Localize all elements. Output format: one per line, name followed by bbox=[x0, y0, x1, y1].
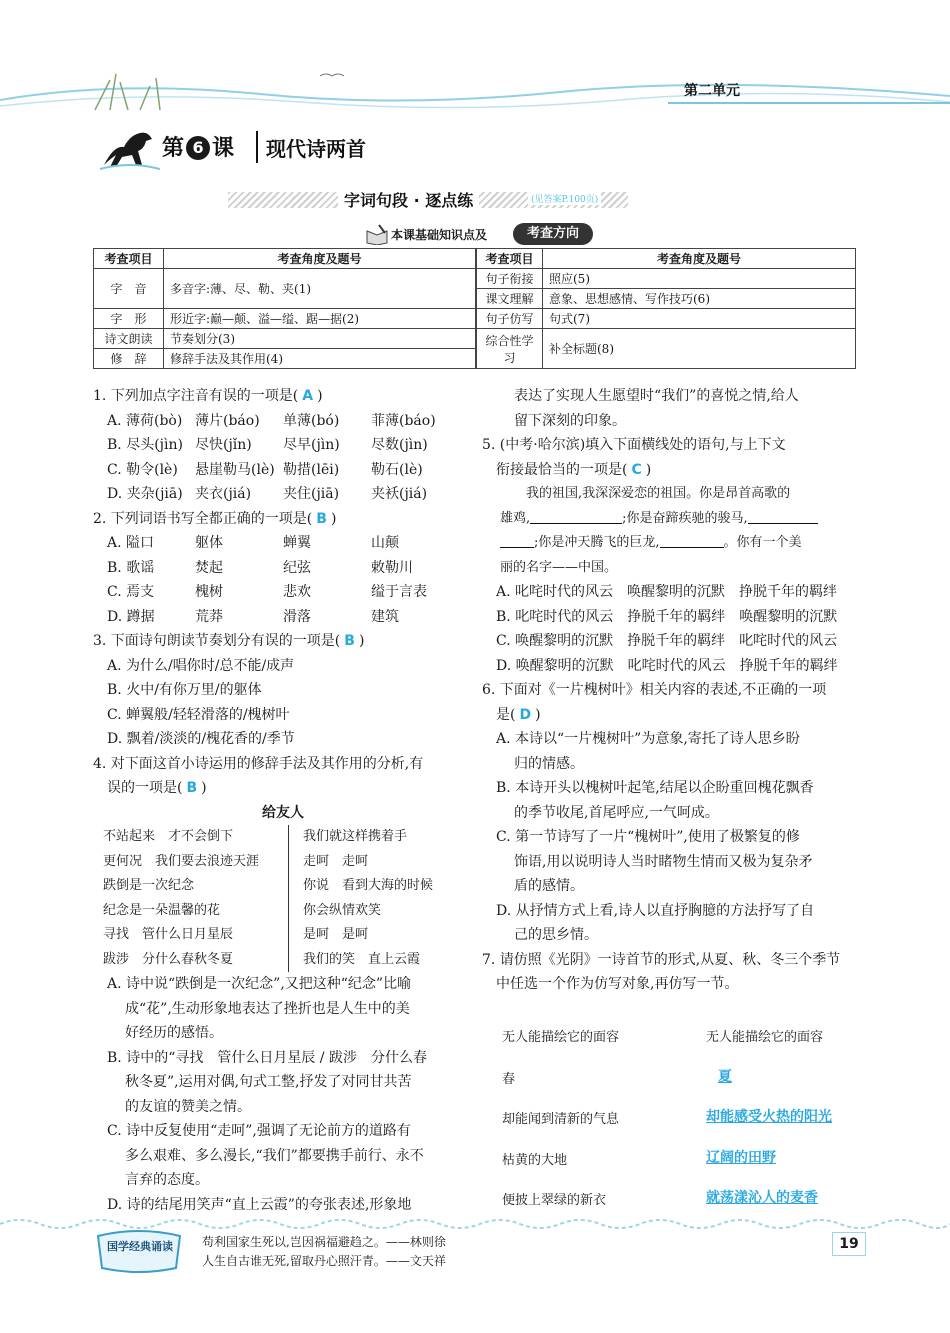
poem-line: 你会纵情欢笑 bbox=[303, 902, 382, 918]
answer-mark: C bbox=[631, 461, 642, 478]
option: D. 从抒情方式上看,诗人以直抒胸臆的方法抒写了自 bbox=[496, 902, 815, 919]
option: B. 火中/有你万里/的躯体 bbox=[107, 682, 262, 698]
answer-mark: B bbox=[186, 780, 198, 796]
option-cont: 饰语,用以说明诗人当时睹物生情而又极为复杂矛 bbox=[514, 853, 813, 870]
table-header: 考查项目 bbox=[477, 249, 543, 269]
option-cont: 的季节收尾,首尾呼应,一气呵成。 bbox=[514, 804, 719, 821]
option-cont: 己的思乡情。 bbox=[514, 927, 598, 943]
table-cell: 诗文朗读 bbox=[94, 329, 164, 349]
option-cont: 留下深刻的印象。 bbox=[514, 412, 626, 429]
option-row: C. 焉支 槐树 悲欢 缢于言表 bbox=[107, 584, 427, 600]
section-bar bbox=[228, 188, 628, 212]
question-5-cont: 衔接最恰当的一项是( C ) bbox=[496, 461, 652, 478]
passage-line: ;你是冲天腾飞的巨龙, 。你有一个美 bbox=[482, 531, 862, 556]
answer-blank bbox=[660, 532, 724, 548]
option-row: C. 勒令(lè) 悬崖勒马(lè) 勒措(lēi) 勒石(lè) bbox=[107, 461, 423, 478]
poem-line: 寻找 管什么日月星辰 bbox=[103, 927, 234, 942]
answer-mark: D bbox=[519, 706, 532, 723]
question-3: 3. 下面诗句朗读节奏划分有误的一项是( B ) bbox=[93, 633, 365, 649]
original-line: 便披上翠绿的新衣 bbox=[502, 1193, 607, 1208]
question-7: 7. 请仿照《光阴》一诗首节的形式,从夏、秋、冬三个季节 bbox=[482, 951, 841, 968]
table-cell: 句子衔接 bbox=[477, 269, 543, 289]
poem-line: 跋涉 分什么春秋冬夏 bbox=[103, 951, 234, 967]
option-row: B. 尽头(jìn) 尽快(jǐn) 尽早(jìn) 尽数(jìn) bbox=[107, 437, 428, 453]
table-cell: 多音字:薄、尽、勒、夹(1) bbox=[164, 269, 476, 309]
poem-line: 是呵 是呵 bbox=[303, 927, 369, 942]
poem-right bbox=[289, 825, 433, 972]
quote-line: 人生自古谁无死,留取丹心照汗青。——文天祥 bbox=[202, 1254, 446, 1268]
table-header: 考查角度及题号 bbox=[164, 249, 476, 269]
table-cell: 综合性学习 bbox=[477, 329, 543, 369]
option-cont: 多么艰难、多么漫长,“我们”都要携手前行、永不 bbox=[125, 1147, 424, 1164]
option: C. 诗中反复使用“走呵”,强调了无论前方的道路有 bbox=[107, 1123, 411, 1139]
unit-label: 第二单元 bbox=[684, 83, 740, 99]
knowledge-points-badge: 考查方向 bbox=[513, 223, 593, 245]
imitation-line: 无人能描绘它的面容 bbox=[706, 1030, 824, 1045]
option-row: A. 隘口 躯体 蝉翼 山颠 bbox=[107, 535, 399, 551]
original-line: 枯黄的大地 bbox=[502, 1153, 568, 1168]
header-decoration bbox=[0, 60, 950, 120]
table-cell: 意象、思想感情、写作技巧(6) bbox=[543, 289, 856, 309]
left-column bbox=[93, 384, 473, 1217]
option-cont: 秋冬夏”,运用对偶,句式工整,抒发了对同甘共苦 bbox=[125, 1074, 412, 1090]
question-4: 4. 对下面这首小诗运用的修辞手法及其作用的分析,有 bbox=[93, 755, 424, 772]
table-cell: 形近字:巅—颠、溢—缢、踞—据(2) bbox=[164, 309, 476, 329]
option-row: B. 歌谣 焚起 纪弦 敕勒川 bbox=[107, 559, 413, 576]
table-header: 考查角度及题号 bbox=[543, 249, 856, 269]
option: A. 本诗以“一片槐树叶”为意象,寄托了诗人思乡盼 bbox=[496, 731, 800, 747]
original-line: 却能闻到清新的气息 bbox=[502, 1112, 620, 1127]
question-6-cont: 是( D ) bbox=[496, 706, 541, 723]
section-answer-ref: (见答案P.100页) bbox=[528, 192, 601, 205]
answer-mark: B bbox=[316, 510, 327, 527]
option-row: D. 蹲据 荒莽 滑落 建筑 bbox=[107, 608, 399, 625]
imitation-answer: 就荡漾沁人的麦香 bbox=[706, 1190, 818, 1206]
lesson-divider bbox=[256, 131, 258, 163]
poem-line: 走呵 走呵 bbox=[303, 853, 369, 869]
poem-title: 给友人 bbox=[262, 804, 304, 821]
right-column bbox=[482, 384, 862, 997]
original-line: 无人能描绘它的面容 bbox=[502, 1030, 620, 1045]
lesson-number-badge: 6 bbox=[186, 136, 210, 160]
answer-blank bbox=[530, 508, 622, 524]
table-cell: 修辞手法及其作用(4) bbox=[164, 349, 476, 369]
unit-underline bbox=[668, 102, 950, 104]
option-cont: 好经历的感悟。 bbox=[125, 1025, 223, 1041]
question-1: 1. 下列加点字注音有误的一项是( A ) bbox=[93, 388, 323, 404]
answer-blank bbox=[748, 508, 818, 524]
option: A. 叱咤时代的风云 唤醒黎明的沉默 挣脱千年的羁绊 bbox=[496, 584, 838, 600]
poem bbox=[93, 825, 473, 972]
passage-line: 雄鸡, ;你是奋蹄疾驰的骏马, bbox=[482, 507, 862, 532]
table-cell: 修 辞 bbox=[94, 349, 164, 369]
question-2: 2. 下列词语书写全都正确的一项是( B ) bbox=[93, 510, 337, 527]
book-pen-icon bbox=[365, 223, 389, 245]
question-4-cont: 误的一项是( B ) bbox=[107, 780, 207, 796]
option-cont: 成“花”,生动形象地表达了挫折也是人生中的美 bbox=[125, 1000, 410, 1017]
option: A. 诗中说“跌倒是一次纪念”,又把这种“纪念”比喻 bbox=[107, 976, 412, 992]
poem-line: 不站起来 才不会倒下 bbox=[103, 829, 234, 844]
answer-mark: B bbox=[344, 633, 355, 649]
footer-quotes bbox=[202, 1233, 446, 1271]
section-title: 字词句段 · 逐点练 bbox=[338, 188, 479, 211]
imitation-answer: 辽阔的田野 bbox=[706, 1150, 776, 1166]
table-cell: 句子仿写 bbox=[477, 309, 543, 329]
imitation-answer: 却能感受火热的阳光 bbox=[706, 1109, 832, 1125]
poem-line: 我们的笑 直上云霞 bbox=[303, 951, 421, 967]
question-5: 5. (中考·哈尔滨)填入下面横线处的语句,与上下文 bbox=[482, 437, 786, 453]
option-cont: 归的情感。 bbox=[514, 755, 584, 772]
table-cell: 字 形 bbox=[94, 309, 164, 329]
option: C. 蝉翼般/轻轻滑落的/槐树叶 bbox=[107, 706, 290, 723]
footer-badge-label: 国学经典诵读 bbox=[107, 1240, 173, 1253]
question-6: 6. 下面对《一片槐树叶》相关内容的表述,不正确的一项 bbox=[482, 682, 827, 698]
option: B. 诗中的“寻找 管什么日月星辰 / 跋涉 分什么春 bbox=[107, 1049, 427, 1066]
option-cont: 表达了实现人生愿望时“我们”的喜悦之情,给人 bbox=[514, 388, 799, 404]
option: C. 唤醒黎明的沉默 挣脱千年的羁绊 叱咤时代的风云 bbox=[496, 633, 838, 649]
option-cont: 言弃的态度。 bbox=[125, 1172, 209, 1188]
knowledge-points-label: 本课基础知识点及 bbox=[391, 228, 488, 242]
passage-line: 我的祖国,我深深爱恋的祖国。你是昂首高歌的 bbox=[526, 486, 791, 501]
imitation-answer: 夏 bbox=[718, 1069, 732, 1085]
answer-mark: A bbox=[302, 388, 314, 404]
poem-line: 跌倒是一次纪念 bbox=[103, 878, 195, 893]
table-cell: 字 音 bbox=[94, 269, 164, 309]
table-header: 考查项目 bbox=[94, 249, 164, 269]
poem-line: 你说 看到大海的时候 bbox=[303, 878, 434, 893]
quote-line: 苟利国家生死以,岂因祸福避趋之。——林则徐 bbox=[202, 1235, 446, 1249]
lesson-number: 第 6 课 bbox=[162, 136, 235, 161]
lesson-title: 现代诗两首 bbox=[266, 137, 366, 161]
poem-line: 纪念是一朵温馨的花 bbox=[103, 902, 221, 918]
option: A. 为什么/唱你时/总不能/成声 bbox=[107, 657, 295, 674]
option: B. 本诗开头以槐树叶起笔,结尾以企盼重回槐花飘香 bbox=[496, 780, 814, 796]
table-cell: 照应(5) bbox=[543, 269, 856, 289]
option-cont: 盾的感情。 bbox=[514, 878, 584, 894]
table-cell: 句式(7) bbox=[543, 309, 856, 329]
question-7-cont: 中任选一个作为仿写对象,再仿写一节。 bbox=[496, 976, 739, 992]
passage-line: 丽的名字——中国。 bbox=[500, 559, 618, 575]
option: D. 唤醒黎明的沉默 叱咤时代的风云 挣脱千年的羁绊 bbox=[496, 657, 838, 674]
knowledge-table-left bbox=[93, 248, 476, 369]
poem-left bbox=[93, 825, 289, 972]
option-row: D. 夹杂(jiā) 夹衣(jiá) 夹住(jiā) 夹袄(jiá) bbox=[107, 486, 428, 502]
option: D. 诗的结尾用笑声“直上云霞”的夸张表述,形象地 bbox=[107, 1196, 412, 1213]
knowledge-table-right bbox=[476, 248, 856, 369]
table-cell: 补全标题(8) bbox=[543, 329, 856, 369]
table-cell: 节奏划分(3) bbox=[164, 329, 476, 349]
option: C. 第一节诗写了一片“槐树叶”,使用了极繁复的修 bbox=[496, 829, 800, 845]
horse-icon bbox=[100, 125, 160, 171]
page-number: 19 bbox=[832, 1232, 866, 1256]
table-cell: 课文理解 bbox=[477, 289, 543, 309]
poem-line: 我们就这样携着手 bbox=[303, 829, 408, 844]
answer-blank bbox=[500, 532, 534, 548]
poem-line: 更何况 我们要去浪迹天涯 bbox=[103, 853, 260, 869]
lesson-heading bbox=[100, 125, 500, 175]
option-cont: 的友谊的赞美之情。 bbox=[125, 1098, 251, 1115]
option: B. 叱咤时代的风云 挣脱千年的羁绊 唤醒黎明的沉默 bbox=[496, 608, 838, 625]
original-line: 春 bbox=[502, 1072, 516, 1087]
option-row: A. 薄荷(bò) 薄片(báo) 单薄(bó) 菲薄(báo) bbox=[107, 412, 436, 429]
option: D. 飘着/淡淡的/槐花香的/季节 bbox=[107, 731, 295, 747]
